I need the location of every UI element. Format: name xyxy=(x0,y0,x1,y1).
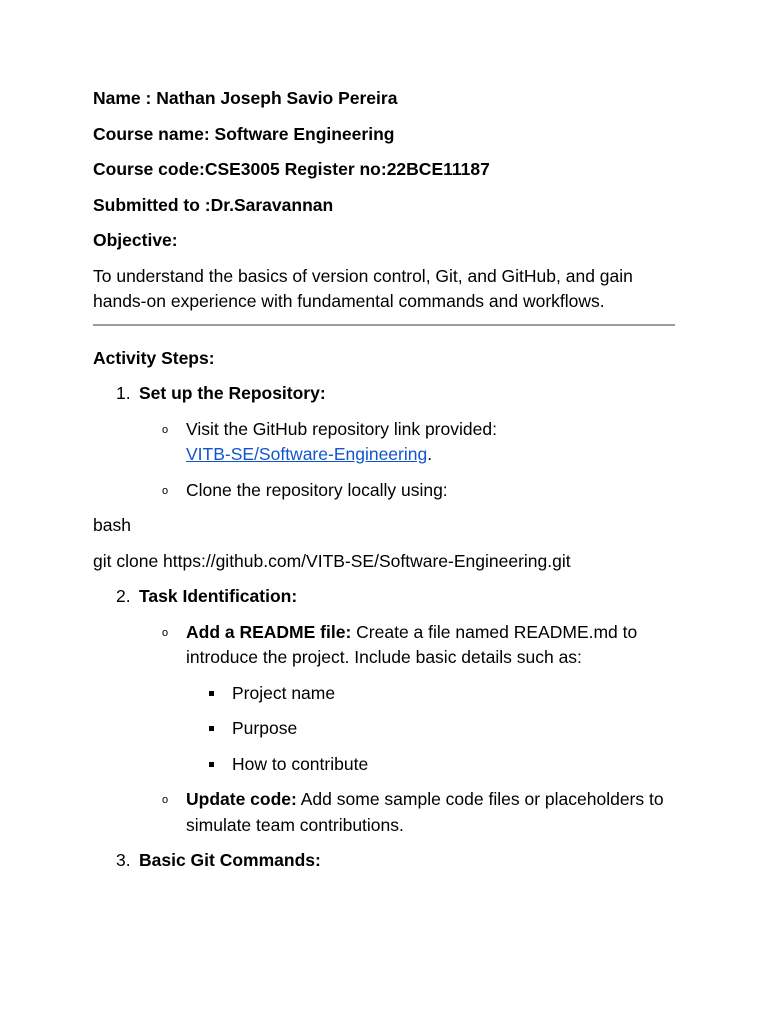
step-number: 1. xyxy=(116,383,131,403)
detail-text: How to contribute xyxy=(232,753,369,774)
step-number: 3. xyxy=(116,850,131,870)
circle-bullet-icon: o xyxy=(162,794,169,806)
activity-heading: Activity Steps: xyxy=(93,347,215,368)
step-number: 2. xyxy=(116,586,131,606)
objective-label: Objective: xyxy=(93,230,178,250)
horizontal-divider xyxy=(93,324,675,326)
repository-link[interactable]: VITB-SE/Software-Engineering xyxy=(186,444,428,464)
document-body xyxy=(93,86,675,884)
submitted-to: Submitted to :Dr.Saravannan xyxy=(93,194,334,215)
square-bullet-icon xyxy=(209,691,214,696)
visit-text: Visit the GitHub repository link provided: xyxy=(186,418,497,439)
circle-bullet-icon: o xyxy=(162,423,169,436)
step-title: Basic Git Commands: xyxy=(139,850,321,870)
update-text: Add some sample code files or placeholders to simulate team contributions. xyxy=(186,789,664,835)
list-item-readme xyxy=(93,620,675,671)
step-title: Task Identification: xyxy=(139,586,298,606)
step-1 xyxy=(93,381,675,406)
detail-text: Purpose xyxy=(232,718,298,738)
update-label: Update code: xyxy=(186,789,297,809)
code-line: git clone https://github.com/VITB-SE/Software-Engineering.git xyxy=(93,550,571,571)
list-item-detail xyxy=(93,752,675,777)
square-bullet-icon xyxy=(209,762,214,767)
course-name: Course name: Software Engineering xyxy=(93,123,395,144)
code-language-label: bash xyxy=(93,515,131,535)
readme-text: Create a file named README.md to introduce the project. Include basic details such as: xyxy=(186,621,638,667)
student-name: Name : Nathan Joseph Savio Pereira xyxy=(93,88,398,108)
objective-text: To understand the basics of version control, Git, and GitHub, and gain hands-on experience with fundamental commands and workflows. xyxy=(93,265,633,311)
readme-label: Add a README file: xyxy=(186,621,352,642)
course-code-register: Course code:CSE3005 Register no:22BCE11187 xyxy=(93,159,490,179)
link-suffix: . xyxy=(427,444,433,464)
list-item-clone xyxy=(93,478,675,504)
detail-text: Project name xyxy=(232,682,336,703)
list-item-detail xyxy=(93,681,675,706)
square-bullet-icon xyxy=(209,726,214,731)
list-item-detail xyxy=(93,716,675,741)
circle-bullet-icon: o xyxy=(162,626,169,639)
list-item-update-code xyxy=(93,787,675,838)
step-2 xyxy=(93,584,675,609)
clone-text: Clone the repository locally using: xyxy=(186,479,448,500)
list-item-visit-repo xyxy=(93,417,675,468)
step-title: Set up the Repository: xyxy=(139,383,326,403)
step-3 xyxy=(93,848,675,873)
circle-bullet-icon: o xyxy=(162,484,169,497)
